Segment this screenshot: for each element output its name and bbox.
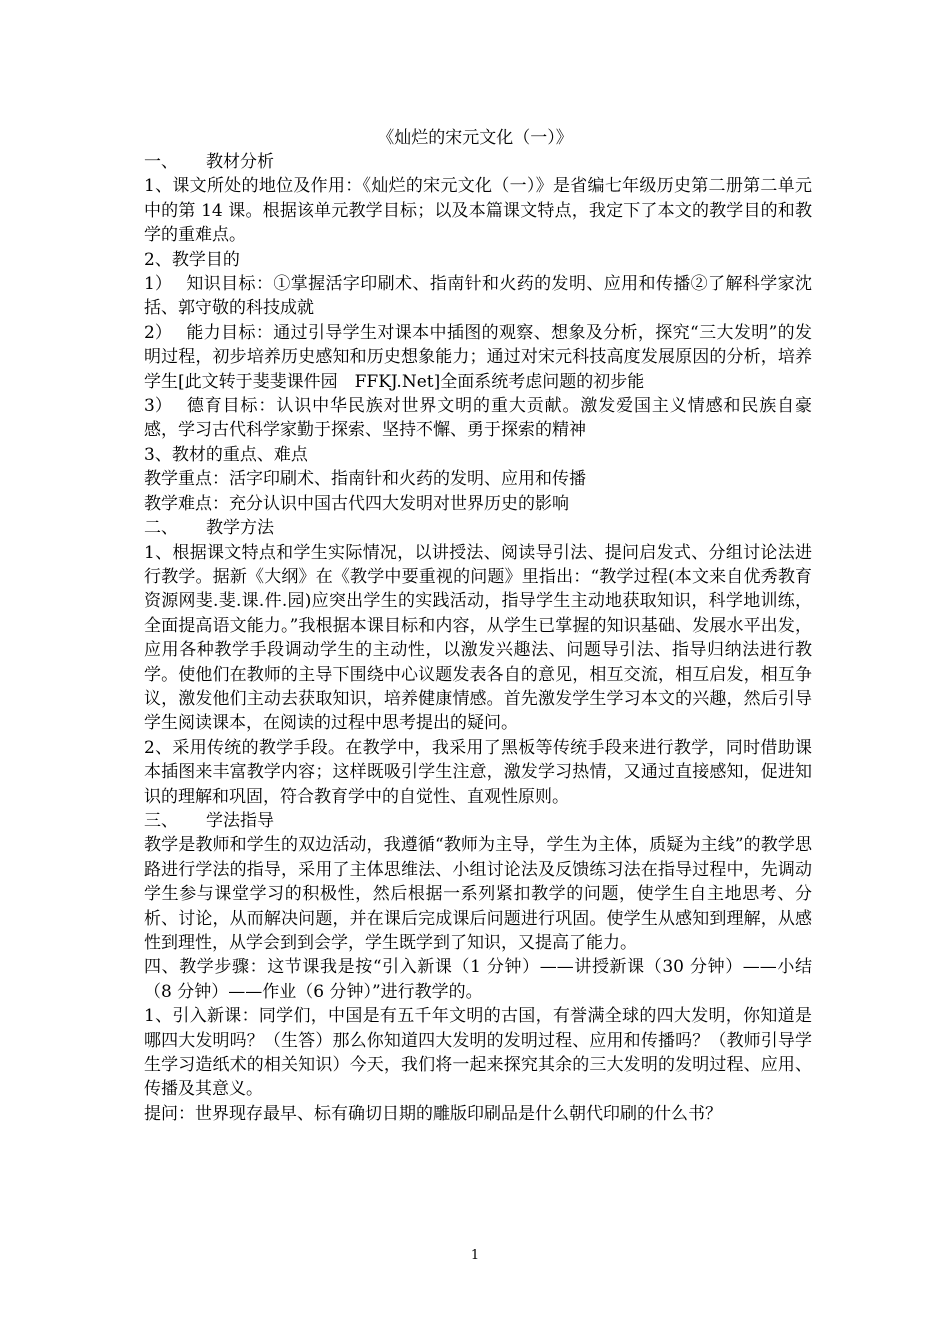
goal-text: 德育目标：认识中华民族对世界文明的重大贡献。激发爱国主义情感和民族自豪感，学习古代科学家勤于探索、坚持不懈、勇于探索的精神 (144, 396, 812, 441)
section-number: 三、 (144, 810, 178, 831)
page-number: 1 (470, 1248, 480, 1263)
paragraph-difficult-point: 教学难点：充分认识中国古代四大发明对世界历史的影响 (144, 493, 569, 514)
goal-number: 3） (144, 396, 172, 417)
goal-number: 2） (144, 322, 172, 343)
section-label: 学法指导 (206, 810, 274, 831)
goal-knowledge (144, 272, 812, 321)
paragraph-method-1: 1、根据课文特点和学生实际情况，以讲授法、阅读导引法、提问启发式、分组讨论法进行教学。据新《大纲》在《教学中要重视的问题》里指出：“教学过程(本文来自优秀教育资源网斐.斐.课.件.园)应突出学生的实践活动，指导学生主动地获取知识，科学地训练，全面提高语文能力。”我根据本课目标和内容，从学生已掌握的知识基础、发展水平出发，应用各种教学手段调动学生的主动性，以激发兴趣法、问题导引法、指导归纳法进行教学。使他们在教师的主导下围绕中心议题发表各自的意见，相互交流，相互启发，相互争议，激发他们主动去获取知识，培养健康情感。首先激发学生学习本文的兴趣，然后引导学生阅读课本，在阅读的过程中思考提出的疑问。 (144, 542, 812, 734)
section-heading-teaching-methods (144, 516, 812, 540)
document-title: 《灿烂的宋元文化（一）》 (377, 128, 573, 148)
paragraph-teaching-steps: 四、教学步骤：这节课我是按“引入新课（1 分钟）——讲授新课（30 分钟）——小结（8 分钟）——作业（6 分钟）”进行教学的。 (144, 957, 812, 1002)
section-label: 教材分析 (206, 152, 274, 172)
document-body (144, 150, 812, 1126)
paragraph-study-guidance: 教学是教师和学生的双边活动，我遵循“教师为主导，学生为主体，质疑为主线”的教学思路进行学法的指导，采用了主体思维法、小组讨论法及反馈练习法在指导过程中，先调动学生参与课堂学习的积极性，然后根据一系列紧扣教学的问题，使学生自主地思考、分析、讨论，从而解决问题，并在课后完成课后问题进行巩固。使学生从感知到理解，从感性到理性，从学会到到会学，学生既学到了知识，又提高了能力。 (144, 835, 812, 953)
goal-ability (144, 321, 812, 394)
paragraph-method-2: 2、采用传统的教学手段。在教学中，我采用了黑板等传统手段来进行教学，同时借助课本插图来丰富教学内容；这样既吸引学生注意，激发学习热情，又通过直接感知，促进知识的理解和巩固，符合教育学中的自觉性、直观性原则。 (144, 737, 812, 807)
goal-number: 1） (144, 274, 172, 295)
section-heading-study-guidance (144, 809, 812, 833)
goal-text: 知识目标：①掌握活字印刷术、指南针和火药的发明、应用和传播②了解科学家沈括、郭守敬的科技成就 (144, 274, 812, 319)
section-number: 一、 (144, 152, 178, 172)
section-heading-material-analysis (144, 150, 812, 174)
paragraph-key-point: 教学重点：活字印刷术、指南针和火药的发明、应用和传播 (144, 469, 586, 490)
goal-moral (144, 394, 812, 443)
paragraph-introduction: 1、引入新课：同学们，中国是有五千年文明的古国，有誉满全球的四大发明，你知道是哪四大发明吗？（生答）那么你知道四大发明的发明过程、应用和传播吗？（教师引导学生学习造纸术的相关知识）今天，我们将一起来探究其余的三大发明的发明过程、应用、传播及其意义。 (144, 1006, 812, 1100)
goal-text: 能力目标：通过引导学生对课本中插图的观察、想象及分析，探究“三大发明”的发明过程，初步培养历史感知和历史想象能力；通过对宋元科技高度发展原因的分析，培养学生[此文转于斐斐课件园 FFKJ.Net]全面系统考虑问题的初步能 (144, 322, 812, 392)
section-number: 二、 (144, 518, 178, 539)
section-label: 教学方法 (206, 518, 274, 539)
paragraph-teaching-goals-heading: 2、教学目的 (144, 249, 240, 270)
paragraph-question: 提问：世界现存最早、标有确切日期的雕版印刷品是什么朝代印刷的什么书？ (144, 1103, 722, 1124)
paragraph-key-points-heading: 3、教材的重点、难点 (144, 444, 308, 465)
paragraph-position-role: 1、课文所处的地位及作用：《灿烂的宋元文化（一）》是省编七年级历史第二册第二单元中的第 14 课。根据该单元教学目标；以及本篇课文特点，我定下了本文的教学目的和教学的重难点。 (144, 176, 812, 246)
